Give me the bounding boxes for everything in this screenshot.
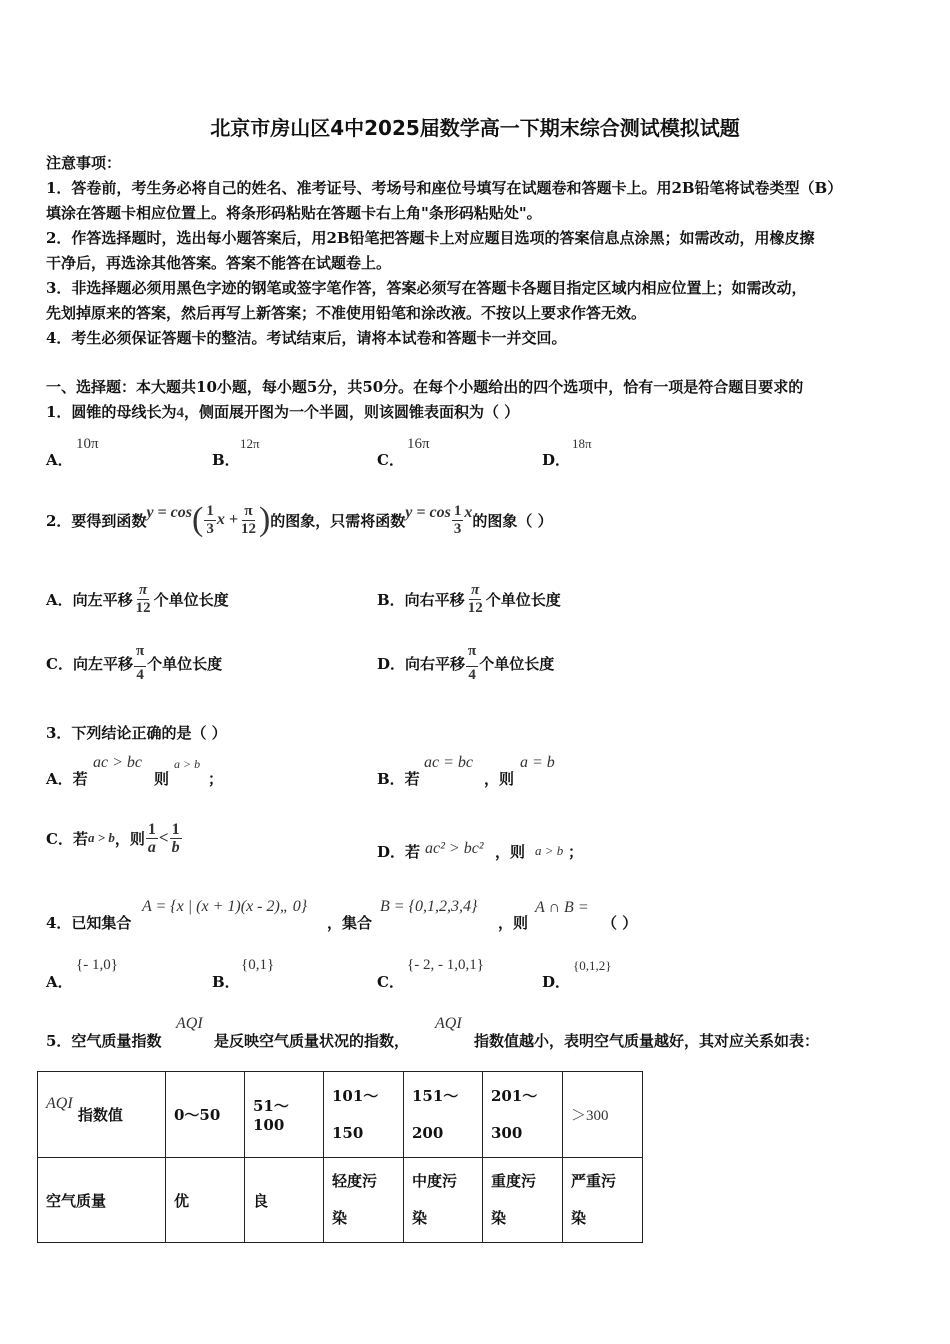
q2-left-paren: ( bbox=[192, 501, 204, 538]
q2-func1-frac2-den: 12 bbox=[240, 520, 256, 537]
q2-option-b-pre: B．向右平移 bbox=[377, 590, 465, 609]
q2-option-a-den: 12 bbox=[135, 599, 151, 616]
table-cell-line: 染 bbox=[571, 1209, 587, 1227]
q5-stem-a: 5．空气质量指数 bbox=[46, 1032, 162, 1050]
table-cell bbox=[483, 1158, 563, 1243]
section-heading: 一、选择题：本大题共10小题，每小题5分，共50分。在每个小题给出的四个选项中，恰有一项是符合题目要求的 bbox=[46, 378, 804, 396]
table-cell-line: 201～ bbox=[491, 1086, 538, 1105]
q2-option-a-num: π bbox=[139, 581, 148, 598]
q4-option-d-label: D． bbox=[542, 973, 571, 991]
notice-line-3: 2．作答选择题时，选出每小题答案后，用2B铅笔把答题卡上对应题目选项的答案信息点涂黑；如需改动，用橡皮擦 bbox=[46, 229, 815, 247]
q2-func1-frac1 bbox=[204, 503, 216, 538]
q5-stem-c: 指数值越小，表明空气质量越好，其对应关系如表： bbox=[474, 1032, 820, 1050]
notice-line-5: 3．非选择题必须用黑色字迹的钢笔或签字笔作答，答案必须写在答题卡各题目指定区域内相应位置上；如需改动， bbox=[46, 279, 807, 297]
table-cell-line: 101～ bbox=[332, 1086, 379, 1105]
q2-option-d-pre: D．向右平移 bbox=[377, 654, 466, 673]
q4-option-c-value: {- 2, - 1,0,1} bbox=[407, 957, 484, 973]
q3-option-c-frac1-num: 1 bbox=[147, 820, 156, 838]
q3-option-c-mid: ，则 bbox=[114, 829, 145, 848]
q2-func2-x: x bbox=[464, 504, 473, 521]
q3-option-c-frac1-den: a bbox=[147, 838, 156, 856]
q4-stem-c: ，则 bbox=[498, 914, 529, 932]
q4-stem-b: ，集合 bbox=[327, 914, 373, 932]
q3-option-d-post: ； bbox=[568, 843, 584, 861]
q2-option-a bbox=[46, 578, 229, 620]
q2-func2-frac-den: 3 bbox=[453, 520, 462, 537]
q4-option-c-label: C． bbox=[377, 973, 404, 991]
notice-line-2: 填涂在答题卡相应位置上。将条形码粘贴在答题卡右上角"条形码粘贴处"。 bbox=[46, 204, 542, 222]
q2-option-b-den: 12 bbox=[467, 599, 483, 616]
table-cell-line: 染 bbox=[491, 1209, 507, 1227]
table-cell: ＞300 bbox=[563, 1072, 643, 1158]
q3-option-b-pre: B．若 bbox=[377, 770, 420, 788]
q2-stem-a: 2．要得到函数 bbox=[46, 511, 147, 530]
q2-stem-c: 的图象（ ） bbox=[472, 511, 553, 530]
table-cell-line: 染 bbox=[412, 1209, 428, 1227]
q2-option-c-den: 4 bbox=[136, 666, 144, 683]
table-cell: 0～50 bbox=[166, 1072, 245, 1158]
q4-option-a-label: A． bbox=[46, 973, 73, 991]
page-title: 北京市房山区4中2025届数学高一下期末综合测试模拟试题 bbox=[210, 116, 740, 140]
q1-option-d-label: D． bbox=[542, 451, 571, 469]
question-1-stem bbox=[46, 401, 519, 422]
q1-option-c-value: 16π bbox=[407, 436, 430, 452]
q3-option-c-pre: C．若 bbox=[46, 829, 88, 848]
notice-line-7: 4．考生必须保证答题卡的整洁。考试结束后，请将本试卷和答题卡一并交回。 bbox=[46, 329, 567, 347]
q3-option-a-post: ； bbox=[208, 770, 224, 788]
q3-option-b-mid: ，则 bbox=[484, 770, 515, 788]
q2-option-b-frac bbox=[466, 582, 485, 617]
q2-func2-frac bbox=[452, 503, 464, 538]
q3-option-d-math1: ac² > bc² bbox=[425, 840, 484, 857]
q1-option-b-label: B． bbox=[212, 451, 240, 469]
q3-option-c-math1: a > b bbox=[87, 830, 115, 845]
table-index-label: 指数值 bbox=[77, 1106, 123, 1124]
table-cell-line: 150 bbox=[332, 1123, 364, 1142]
q2-stem-b: 的图象，只需将函数 bbox=[270, 511, 406, 530]
table-cell-line: 重度污 bbox=[491, 1172, 537, 1190]
table-cell bbox=[404, 1158, 483, 1243]
q2-option-b bbox=[377, 578, 561, 620]
q4-stem-d: （ ） bbox=[602, 914, 638, 932]
q2-option-a-frac bbox=[134, 582, 153, 617]
q2-option-d-post: 个单位长度 bbox=[479, 654, 555, 673]
q2-option-a-pre: A．向左平移 bbox=[46, 590, 133, 609]
q2-option-c-frac bbox=[134, 643, 146, 684]
q3-option-d-pre: D．若 bbox=[377, 843, 421, 861]
q1-stem-b: ，侧面展开图为一个半圆，则该圆锥表面积为（ ） bbox=[183, 403, 520, 421]
table-row bbox=[38, 1158, 643, 1243]
q1-option-d-value: 18π bbox=[572, 436, 592, 451]
q2-func1-frac1-den: 3 bbox=[206, 520, 214, 537]
table-cell: 优 bbox=[166, 1158, 245, 1243]
q2-func1-x: x + bbox=[216, 511, 238, 528]
table-cell: 51～100 bbox=[245, 1072, 324, 1158]
question-3-stem: 3．下列结论正确的是（ ） bbox=[46, 724, 227, 742]
q2-option-b-post: 个单位长度 bbox=[485, 590, 561, 609]
table-cell-line: 严重污 bbox=[571, 1172, 617, 1190]
q3-option-b-math2: a = b bbox=[520, 754, 555, 771]
q1-stem-number: 4 bbox=[176, 405, 184, 421]
q3-option-a-math1: ac > bc bbox=[93, 754, 142, 771]
q3-option-d-math2: a > b bbox=[535, 843, 564, 858]
q3-option-c-lt: < bbox=[158, 828, 169, 847]
table-cell bbox=[563, 1158, 643, 1243]
q3-option-b-math1: ac = bc bbox=[424, 754, 473, 771]
q2-option-c-post: 个单位长度 bbox=[147, 654, 223, 673]
table-aqi-label: AQI bbox=[46, 1095, 73, 1112]
q1-stem-a: 1．圆锥的母线长为 bbox=[46, 403, 177, 421]
q4-set-a: A = {x | (x + 1)(x - 2)„ 0} bbox=[142, 898, 308, 915]
table-cell-line: 染 bbox=[332, 1209, 348, 1227]
notice-line-1: 1．答卷前，考生务必将自己的姓名、准考证号、考场号和座位号填写在试题卷和答题卡上。用2B铅笔将试卷类型（B） bbox=[46, 179, 843, 197]
q2-func1-frac2-num: π bbox=[244, 502, 253, 519]
table-cell: 良 bbox=[245, 1158, 324, 1243]
q4-option-a-value: {- 1,0} bbox=[76, 957, 118, 973]
q5-aqi-2: AQI bbox=[435, 1015, 462, 1032]
table-cell-line: 200 bbox=[412, 1123, 444, 1142]
q2-option-d-num: π bbox=[468, 642, 477, 659]
q3-option-a-mid: 则 bbox=[154, 770, 170, 788]
q3-option-a-pre: A．若 bbox=[46, 770, 88, 788]
table-cell bbox=[404, 1072, 483, 1158]
table-cell bbox=[483, 1072, 563, 1158]
table-cell-header bbox=[38, 1072, 166, 1158]
q4-option-d-value: {0,1,2} bbox=[573, 958, 612, 973]
q3-option-d-mid: ，则 bbox=[495, 843, 526, 861]
table-cell bbox=[324, 1072, 404, 1158]
question-2-stem bbox=[46, 495, 553, 545]
q1-option-a-value: 10π bbox=[76, 436, 99, 452]
table-cell-line: 中度污 bbox=[412, 1172, 458, 1190]
q4-intersection: A ∩ B = bbox=[535, 899, 589, 916]
aqi-table bbox=[37, 1071, 643, 1243]
table-cell-line: 300 bbox=[491, 1123, 523, 1142]
q3-option-c bbox=[46, 815, 183, 861]
q3-option-c-frac2 bbox=[170, 821, 182, 856]
q2-option-d bbox=[377, 640, 554, 686]
table-cell-line: 151～ bbox=[412, 1086, 459, 1105]
notice-heading: 注意事项： bbox=[46, 154, 122, 172]
notice-line-4: 干净后，再选涂其他答案。答案不能答在试题卷上。 bbox=[46, 254, 392, 272]
table-row bbox=[38, 1072, 643, 1158]
q2-option-b-num: π bbox=[471, 581, 480, 598]
q3-option-c-frac2-num: 1 bbox=[171, 820, 180, 838]
q2-option-c-pre: C．向左平移 bbox=[46, 654, 133, 673]
notice-line-6: 先划掉原来的答案，然后再写上新答案；不准使用铅笔和涂改液。不按以上要求作答无效。 bbox=[46, 304, 647, 322]
q1-option-a-label: A． bbox=[46, 451, 73, 469]
table-cell bbox=[324, 1158, 404, 1243]
q4-stem-a: 4．已知集合 bbox=[46, 914, 132, 932]
q5-stem-b: 是反映空气质量状况的指数， bbox=[214, 1032, 410, 1050]
q2-option-d-den: 4 bbox=[468, 666, 476, 683]
q2-func1-frac2 bbox=[239, 503, 258, 538]
q5-aqi-1: AQI bbox=[176, 1015, 203, 1032]
q4-set-b: B = {0,1,2,3,4} bbox=[380, 898, 478, 915]
q2-right-paren: ) bbox=[258, 501, 271, 538]
q2-option-d-frac bbox=[466, 643, 478, 684]
q3-option-c-frac1 bbox=[146, 821, 158, 856]
q3-option-c-frac2-den: b bbox=[171, 838, 180, 856]
q4-option-b-label: B． bbox=[212, 973, 240, 991]
q2-func1-frac1-num: 1 bbox=[206, 502, 214, 519]
q2-func2-frac-num: 1 bbox=[453, 502, 462, 519]
q1-option-b-value: 12π bbox=[240, 436, 260, 451]
q2-func2-lhs: y = cos bbox=[405, 504, 451, 521]
table-cell-line: 轻度污 bbox=[332, 1172, 378, 1190]
q2-option-c bbox=[46, 640, 222, 686]
q2-func1-lhs: y = cos bbox=[146, 504, 192, 521]
q1-option-c-label: C． bbox=[377, 451, 404, 469]
q3-option-a-math2: a > b bbox=[174, 757, 201, 771]
q2-option-a-post: 个单位长度 bbox=[153, 590, 229, 609]
table-cell-header: 空气质量 bbox=[38, 1158, 166, 1243]
q4-option-b-value: {0,1} bbox=[241, 957, 275, 973]
q2-option-c-num: π bbox=[135, 642, 145, 659]
